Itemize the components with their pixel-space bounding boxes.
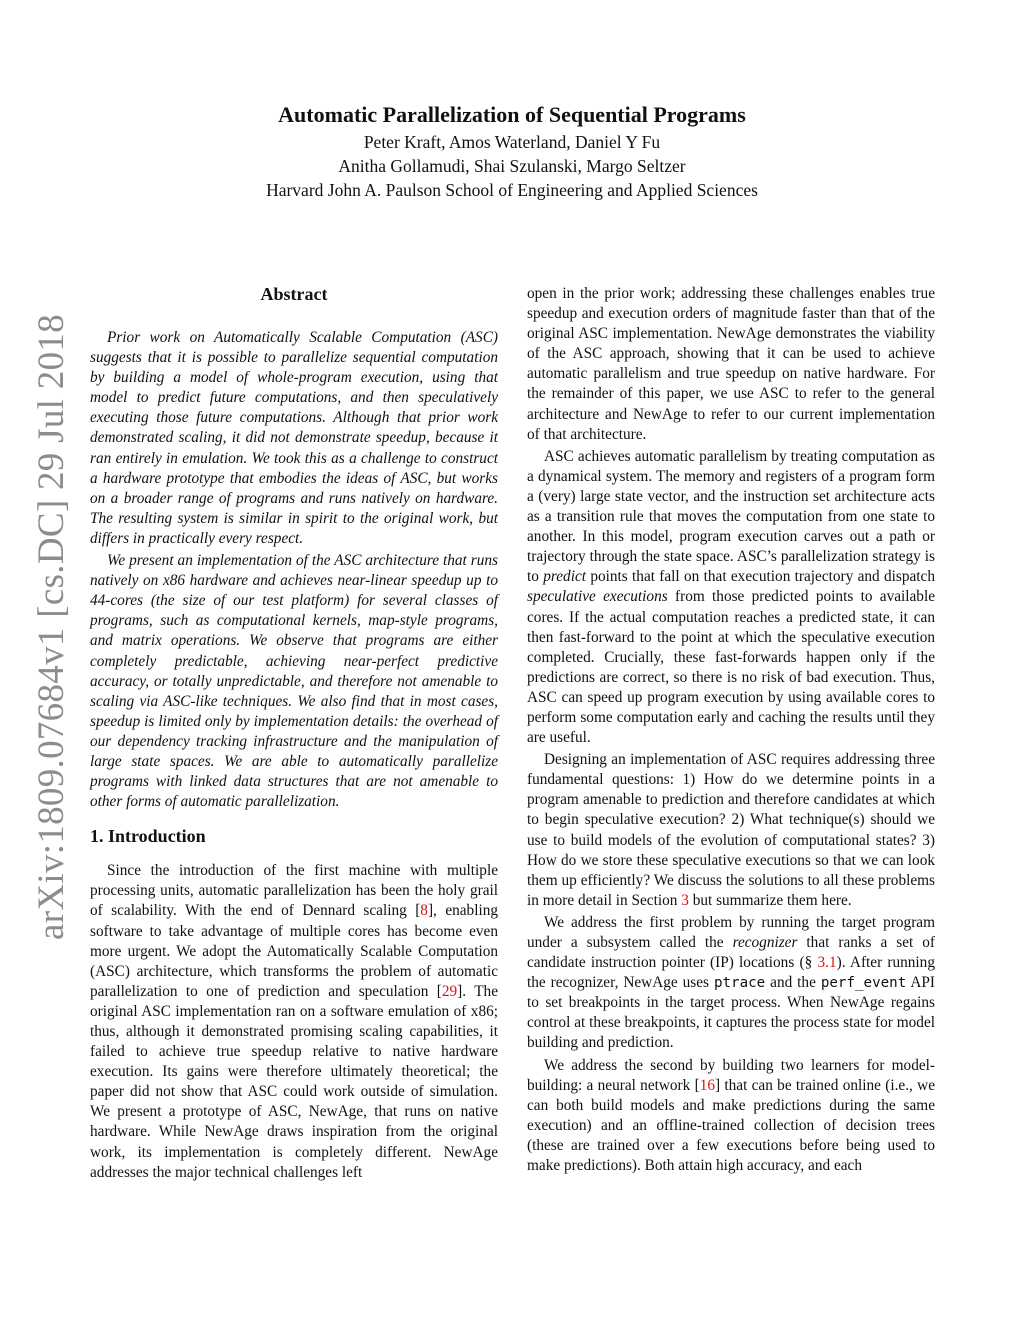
intro-p2-text-c: from those predicted points to available cores. If the actual computation reaches a predicted state, it can then fast-forward to the point at which the speculative execution completed. Crucially, these fast-forwards happen only if the predictions are correct, so there is no risk of bad execution. Thus, ASC can speed up program execution by using available cores to perform some computation early and caching the results until they are useful.	[527, 588, 935, 747]
emphasis-recognizer: recognizer	[732, 934, 798, 951]
authors-line-1: Peter Kraft, Amos Waterland, Daniel Y Fu	[363, 132, 661, 152]
intro-paragraph-3	[527, 750, 935, 911]
intro-p4-text-e: API to set breakpoints in the target process. When NewAge regains control at these breakpoints, it captures the process state for model building and prediction.	[527, 974, 936, 1052]
intro-p4-text-c: ). After running the recognizer, NewAge uses	[527, 954, 935, 992]
title-block	[0, 100, 1024, 202]
affiliation: Harvard John A. Paulson School of Engineering and Applied Sciences	[266, 180, 758, 200]
intro-p4-text-a: We address the first problem by running the target program under a subsystem called the	[527, 913, 935, 951]
intro-p3-text-a: Designing an implementation of ASC requires addressing three fundamental questions: 1) How do we determine points in a program amenable to prediction and therefore candidates at which to begin speculative execution? 2) What technique(s) should we use to build models of the evolution of computational states? 3) How do we store these speculative executions so that we can look them up efficiently? We discuss the solutions to all these problems in more detail in Section	[527, 751, 935, 909]
emphasis-predict: predict	[543, 568, 586, 586]
intro-paragraph-2	[527, 447, 935, 748]
intro-p5-text-a: We address the second by building two learners for model-building: a neural network [	[527, 1056, 935, 1094]
intro-p2-text-a: ASC achieves automatic parallelism by treating computation as a dynamical system. The memory and registers of a program form a (very) large state vector, and the instruction set architecture acts as a transition rule that moves the computation from one state to another. In this model, program execution carves out a path or trajectory through the state space. ASC’s parallelization strategy is to	[527, 447, 935, 586]
code-ptrace: ptrace	[713, 975, 766, 992]
intro-p4-text-d: and the	[765, 974, 821, 992]
intro-p1-text-b: ], enabling software to take advantage of multiple cores has become even more urgent. We adopt the Automatically Scalable Computation (ASC) architecture, which transforms the problem of automatic parallelization to one of prediction and speculation [	[90, 902, 498, 1000]
intro-p2-text-b: points that fall on that execution trajectory and dispatch	[586, 568, 935, 586]
citation-link[interactable]: 29	[441, 982, 458, 1000]
intro-p3-text-b: but summarize them here.	[688, 891, 852, 909]
citation-link[interactable]: 8	[420, 902, 428, 920]
intro-p1-text-a: Since the introduction of the first machine with multiple processing units, automatic parallelization has been the holy grail of scalability. With the end of Dennard scaling [	[90, 862, 498, 920]
abstract-section	[90, 282, 498, 812]
arxiv-identifier-stamp: arXiv:1809.07684v1 [cs.DC] 29 Jul 2018	[31, 314, 72, 940]
authors-line-2: Anitha Gollamudi, Shai Szulanski, Margo Seltzer	[338, 156, 686, 176]
citation-link[interactable]: 16	[699, 1076, 715, 1094]
intro-p4-text-b: that ranks a set of candidate instruction pointer (IP) locations (§	[527, 934, 936, 972]
abstract-heading: Abstract	[260, 284, 328, 304]
introduction-heading: 1. Introduction	[90, 826, 206, 847]
emphasis-speculative-executions: speculative executions	[527, 588, 668, 606]
abstract-paragraph-1: Prior work on Automatically Scalable Computation (ASC) suggests that it is possible to parallelize sequential computation by building a model of whole-program execution, using that model to predict future computations, and then speculatively executing those future computations. Although that prior work demonstrated scaling, it did not demonstrate speedup, because it ran entirely in emulation. We took this as a challenge to construct a hardware prototype that embodies the ideas of ASC, but works on a broader range of programs and runs natively on hardware. The resulting system is similar in spirit to the original work, but differs in practically every respect.	[90, 329, 498, 547]
intro-paragraph-5	[527, 1056, 935, 1177]
intro-paragraph-1-continued: open in the prior work; addressing these challenges enables true speedup and execution orders of magnitude faster than that of the original ASC implementation. NewAge demonstrates the viability of the ASC approach, showing that it can be used to achieve automatic parallelism and true speedup on native hardware. For the remainder of this paper, we use ASC to refer to the general architecture and NewAge to refer to our current implementation of that architecture.	[527, 285, 935, 443]
code-perf-event: perf_event	[820, 975, 907, 992]
paper-title: Automatic Parallelization of Sequential Programs	[278, 102, 746, 127]
intro-p5-text-b: ] that can be trained online (i.e., we can both build models and make predictions during the same execution) and an offline-trained collection of decision trees (these are trained over a few executions before being used to make predictions). Both attain high accuracy, and each	[527, 1076, 935, 1175]
section-reference-link[interactable]: 3	[681, 891, 689, 909]
intro-p1-text-c: ]. The original ASC implementation ran on a software emulation of x86; thus, although it demonstrated promising scaling capabilities, it failed to achieve true speedup relative to native hardware execution. Its gains were therefore ultimately theoretical; the paper did not show that ASC could work outside of simulation. We present a prototype of ASC, NewAge, that runs on native hardware. While NewAge draws inspiration from the original work, its implementation is completely different. NewAge addresses the major technical challenges left	[90, 982, 498, 1181]
right-column	[527, 284, 935, 1176]
left-column	[90, 280, 498, 1183]
intro-paragraph-1	[90, 861, 498, 1183]
intro-paragraph-4	[527, 913, 935, 1054]
section-reference-link[interactable]: 3.1	[817, 954, 837, 972]
abstract-paragraph-2: We present an implementation of the ASC architecture that runs natively on x86 hardware and achieves near-linear speedup up to 44-cores (the size of our test platform) for several classes of programs, such as computational kernels, map-style programs, and matrix operations. We observe that programs are either completely predictable, achieving near-perfect predictive accuracy, or totally unpredictable, and therefore not amenable to scaling via ASC-like techniques. We also find that in most cases, speedup is limited only by implementation details: the overhead of our dependency tracking infrastructure and the manipulation of large state spaces. We are able to automatically parallelize programs with linked data structures that are not amenable to other forms of automatic parallelization.	[90, 552, 498, 811]
